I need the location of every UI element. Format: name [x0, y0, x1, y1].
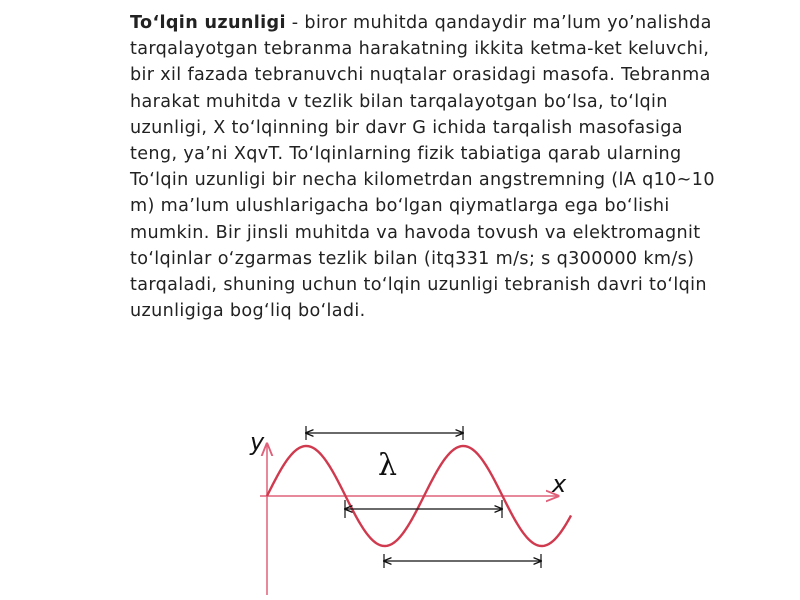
article-text: [130, 10, 730, 324]
wave-diagram: [240, 420, 580, 600]
term-heading: To‘lqin uzunligi: [130, 13, 286, 33]
definition-text: - biror muhitda qandaydir ma’lum yo’nalishda tarqalayotgan tebranma harakatning ikkita ketma-ket keluvchi, bir xil fazada tebranuvchi nuqtalar orasidagi masofa. Tebranma harakat muhitda v tezlik bilan tarqalayotgan bo‘lsa, to‘lqin uzunligi, X to‘lqinning bir davr G ichida tarqalish masofasiga teng, ya’ni XqvT. To‘lqinlarning fizik tabiatiga qarab ularning To‘lqin uzunligi bir necha kilometrdan angstremning (lA q10~10 m) ma’lum ulushlarigacha bo‘lgan qiymatlarga ega bo‘lishi mumkin. Bir jinsli muhitda va havoda tovush va elektromagnit to‘lqinlar o‘zgarmas tezlik bilan (itq331 m/s; s q300000 km/s) tarqaladi, shuning uchun to‘lqin uzunligi tebranish davri to‘lqin uzunligiga bog‘liq bo‘ladi.: [130, 13, 715, 322]
y-axis-label: y: [250, 428, 265, 456]
wavelength-marker-troughs: [384, 554, 541, 568]
wave-figure: [240, 420, 580, 600]
wavelength-symbol: λ: [378, 448, 398, 483]
wavelength-marker-zero-crossings: [345, 500, 502, 518]
definition-paragraph: [130, 10, 730, 324]
x-axis-label: x: [552, 470, 567, 498]
wavelength-marker-crests: [306, 426, 463, 440]
